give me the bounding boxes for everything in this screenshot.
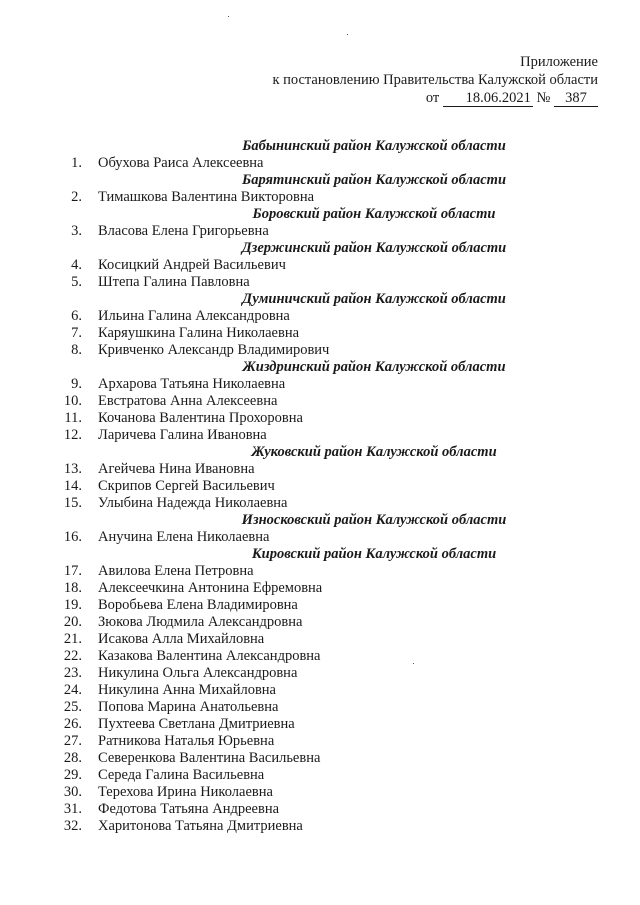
list-item-name: Штепа Галина Павловна <box>98 274 250 290</box>
list-item <box>54 750 614 767</box>
list-item-name: Каряушкина Галина Николаевна <box>98 325 300 341</box>
list-item-number: 14. <box>63 478 82 494</box>
list-item-number: 17. <box>63 563 82 579</box>
list-item-name: Ларичева Галина Ивановна <box>98 427 267 443</box>
list-item <box>54 495 614 512</box>
district-heading: Бабынинский район Калужской области <box>242 138 506 154</box>
list-item <box>54 478 614 495</box>
list-item <box>54 784 614 801</box>
list-item-name: Федотова Татьяна Андреевна <box>98 801 280 817</box>
list-item <box>54 223 614 240</box>
district-heading: Думиничский район Калужской области <box>242 291 506 307</box>
list-item <box>54 257 614 274</box>
district-heading: Барятинский район Калужской области <box>241 172 507 188</box>
list-item-name: Косицкий Андрей Васильевич <box>98 257 286 273</box>
list-item-name: Улыбина Надежда Николаевна <box>98 495 288 511</box>
district-heading: Кировский район Калужской области <box>251 546 497 562</box>
list-item-number: 27. <box>63 733 82 749</box>
list-item <box>54 818 614 835</box>
list-item-name: Ильина Галина Александровна <box>98 308 290 324</box>
appendix-title: Приложение <box>520 54 598 70</box>
list-item <box>54 308 614 325</box>
list-item-name: Никулина Анна Михайловна <box>98 682 276 698</box>
list-item <box>54 733 614 750</box>
scan-speck <box>347 34 348 35</box>
list-item-number: 1. <box>71 155 82 171</box>
list-item-number: 3. <box>71 223 82 239</box>
list-item-name: Попова Марина Анатольевна <box>98 699 279 715</box>
district-heading: Жуковский район Калужской области <box>251 444 497 460</box>
list-item <box>54 155 614 172</box>
list-item-number: 4. <box>71 257 82 273</box>
appendix-date-line <box>272 89 598 107</box>
list-item-number: 6. <box>71 308 82 324</box>
list-item <box>54 699 614 716</box>
list-item-number: 28. <box>63 750 82 766</box>
list-item <box>54 427 614 444</box>
list-item-name: Исакова Алла Михайловна <box>98 631 265 647</box>
list-item <box>54 801 614 818</box>
list-item-number: 21. <box>63 631 82 647</box>
list-item-name: Обухова Раиса Алексеевна <box>98 155 264 171</box>
list-item <box>54 716 614 733</box>
list-item <box>54 580 614 597</box>
list-item <box>54 376 614 393</box>
list-item-number: 15. <box>63 495 82 511</box>
list-item-number: 2. <box>71 189 82 205</box>
list-item-number: 7. <box>71 325 82 341</box>
list-item <box>54 631 614 648</box>
district-heading: Дзержинский район Калужской области <box>241 240 507 256</box>
list-item-name: Зюкова Людмила Александровна <box>98 614 303 630</box>
list-item-name: Ратникова Наталья Юрьевна <box>98 733 275 749</box>
list-item-name: Анучина Елена Николаевна <box>98 529 270 545</box>
list-item <box>54 461 614 478</box>
list-item <box>54 563 614 580</box>
list-item-name: Кривченко Александр Владимирович <box>98 342 330 358</box>
scan-speck <box>228 16 229 17</box>
list-item-number: 12. <box>63 427 82 443</box>
list-item-number: 26. <box>63 716 82 732</box>
appendix-header <box>272 53 598 107</box>
list-item-number: 20. <box>63 614 82 630</box>
list-item-name: Алексеечкина Антонина Ефремовна <box>98 580 323 596</box>
list-item <box>54 682 614 699</box>
list-item-number: 5. <box>71 274 82 290</box>
list-item-name: Никулина Ольга Александровна <box>98 665 298 681</box>
list-item <box>54 529 614 546</box>
list-item-number: 30. <box>63 784 82 800</box>
list-item-name: Архарова Татьяна Николаевна <box>98 376 286 392</box>
list-item <box>54 767 614 784</box>
list-item-number: 22. <box>63 648 82 664</box>
list-item-number: 24. <box>63 682 82 698</box>
list-item <box>54 342 614 359</box>
list-item <box>54 614 614 631</box>
district-heading: Жиздринский район Калужской области <box>242 359 506 375</box>
list-item-number: 13. <box>63 461 82 477</box>
list-item-name: Евстратова Анна Алексеевна <box>98 393 278 409</box>
date-field: 18.06.2021 <box>443 91 533 107</box>
number-field: 387 <box>554 91 598 107</box>
list-item-number: 8. <box>71 342 82 358</box>
list-item <box>54 665 614 682</box>
list-item-name: Воробьева Елена Владимировна <box>98 597 298 613</box>
list-item-number: 9. <box>71 376 82 392</box>
list-item-number: 23. <box>63 665 82 681</box>
list-item-number: 19. <box>63 597 82 613</box>
list-item-name: Терехова Ирина Николаевна <box>98 784 273 800</box>
list-item-name: Кочанова Валентина Прохоровна <box>98 410 303 426</box>
district-heading: Износковский район Калужской области <box>241 512 507 528</box>
list-item-name: Скрипов Сергей Васильевич <box>98 478 275 494</box>
list-item-number: 29. <box>63 767 82 783</box>
list-item-name: Агейчева Нина Ивановна <box>98 461 255 477</box>
list-item-number: 31. <box>63 801 82 817</box>
list-item-name: Пухтеева Светлана Дмитриевна <box>98 716 295 732</box>
list-item-name: Харитонова Татьяна Дмитриевна <box>98 818 303 834</box>
list-item <box>54 274 614 291</box>
list-item-number: 10. <box>63 393 82 409</box>
list-item <box>54 597 614 614</box>
number-prefix: № <box>536 90 551 106</box>
appendix-subtitle: к постановлению Правительства Калужской области <box>272 72 598 88</box>
district-heading: Боровский район Калужской области <box>252 206 496 222</box>
list-item-name: Власова Елена Григорьевна <box>98 223 269 239</box>
list-item-number: 11. <box>64 410 82 426</box>
list-item <box>54 410 614 427</box>
list-item-name: Северенкова Валентина Васильевна <box>98 750 321 766</box>
list-item-number: 18. <box>63 580 82 596</box>
list-item-number: 16. <box>63 529 82 545</box>
list-item <box>54 648 614 665</box>
list-item-name: Казакова Валентина Александровна <box>98 648 321 664</box>
list-item-number: 25. <box>63 699 82 715</box>
list-item <box>54 189 614 206</box>
list-item-number: 32. <box>63 818 82 834</box>
date-prefix: от <box>425 90 440 106</box>
list-item <box>54 393 614 410</box>
list-item-name: Авилова Елена Петровна <box>98 563 254 579</box>
list-item-name: Тимашкова Валентина Викторовна <box>98 189 315 205</box>
list-item-name: Середа Галина Васильевна <box>98 767 265 783</box>
person-list <box>54 138 614 835</box>
list-item <box>54 325 614 342</box>
